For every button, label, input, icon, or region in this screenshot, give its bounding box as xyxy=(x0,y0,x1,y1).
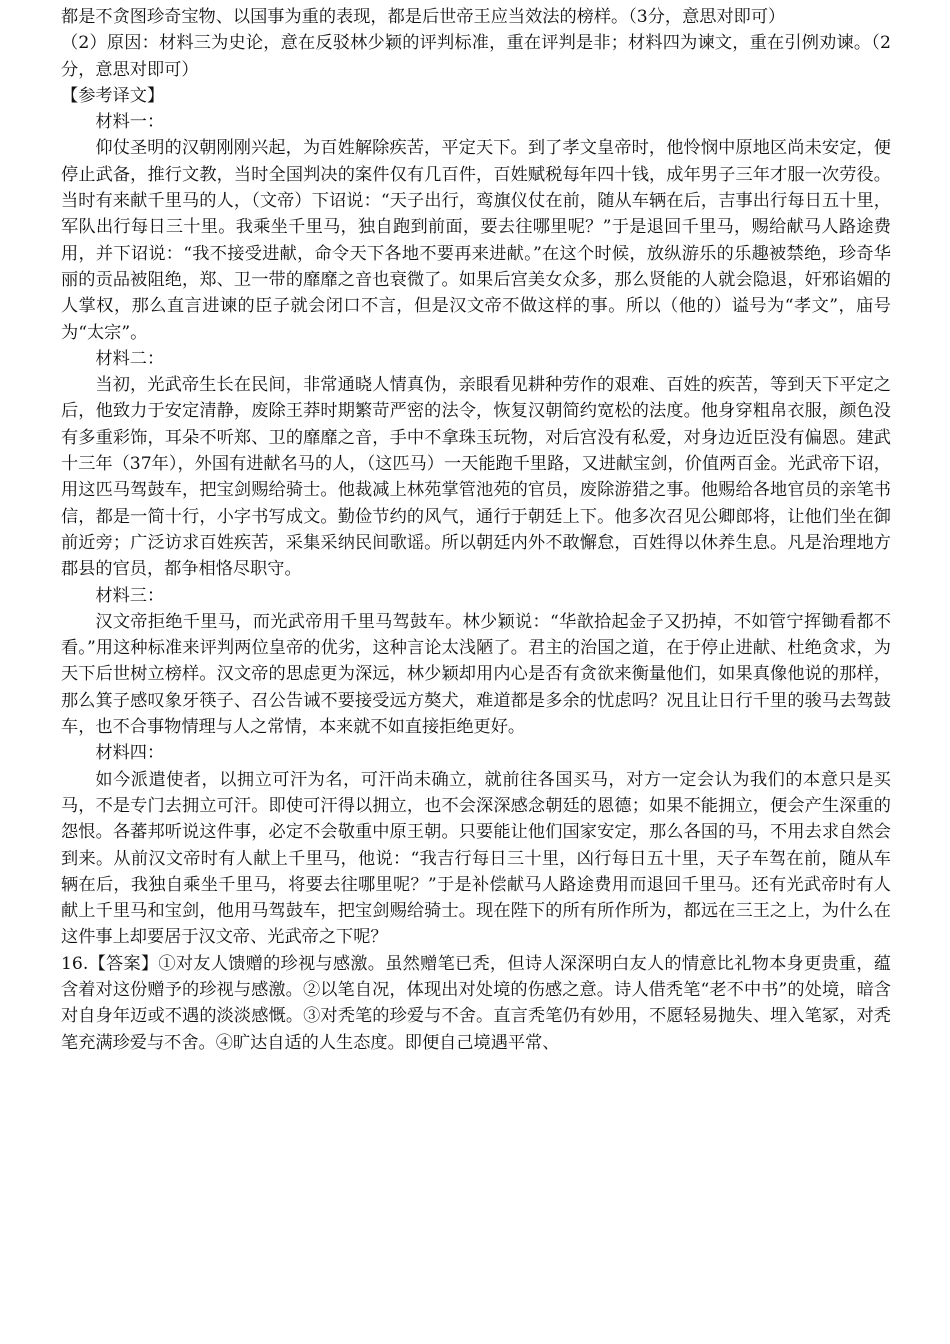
material-4-label: 材料四： xyxy=(95,743,165,764)
answer-15-continuation: 都是不贪图珍奇宝物、以国事为重的表现，都是后世帝王应当效法的榜样。（3分，意思对即可） xyxy=(61,7,786,27)
answer-16: 16.【答案】①对友人馈赠的珍视与感激。虽然赠笔已秃，但诗人深深明白友人的情意比礼物本身更贵重，蕴含着对这份赠予的珍视与感激。②以笔自况，体现出对处境的伤感之意。诗人借秃笔“老不中书”的处境，暗含对自身年迈或不遇的淡淡感慨。③对秃笔的珍爱与不舍。直言秃笔仍有妙用，不愿轻易抛失、埋入笔冢，对秃笔充满珍爱与不舍。④旷达自适的人生态度。即便自己境遇平常、 xyxy=(61,953,891,1053)
material-2-text: 当初，光武帝生长在民间，非常通晓人情真伪，亲眼看见耕种劳作的艰难、百姓的疾苦，等到天下平定之后，他致力于安定清静，废除王莽时期繁苛严密的法令，恢复汉朝简约宽松的法度。他身穿粗帛衣服，颜色没有多重彩饰，耳朵不听郑、卫的靡靡之音，手中不拿珠玉玩物，对后宫没有私爱，对身边近臣没有偏恩。建武十三年（37年），外国有进献名马的人，（这匹马）一天能跑千里路，又进献宝剑，价值两百金。光武帝下诏，用这匹马驾鼓车，把宝剑赐给骑士。他裁减上林苑掌管池苑的官员，废除游猎之事。他赐给各地官员的亲笔书信，都是一简十行，小字书写成文。勤俭节约的风气，通行于朝廷上下。他多次召见公卿郎将，让他们坐在御前近旁；广泛访求百姓疾苦，采集采纳民间歌谣。所以朝廷内外不敢懈怠，百姓得以休养生息。凡是治理地方郡县的官员，都争相恪尽职守。 xyxy=(61,375,891,580)
material-4-text: 如今派遣使者，以拥立可汗为名，可汗尚未确立，就前往各国买马，对方一定会认为我们的本意只是买马，不是专门去拥立可汗。即使可汗得以拥立，也不会深深感念朝廷的恩德；如果不能拥立，便会产生深重的怨恨。各蕃邦听说这件事，必定不会敬重中原王朝。只要能让他们国家安定，那么各国的马，不用去求自然会到来。从前汉文帝时有人献上千里马，他说：“我吉行每日三十里，凶行每日五十里，天子车驾在前，随从车辆在后，我独自乘坐千里马，将要去往哪里呢？”于是补偿献马人路途费用而退回千里马。还有光武帝时有人献上千里马和宝剑，他用马驾鼓车，把宝剑赐给骑士。现在陛下的所有所作所为，都远在三王之上，为什么在这件事上却要居于汉文帝、光武帝之下呢？ xyxy=(61,769,891,948)
translation-heading: 【参考译文】 xyxy=(61,85,165,106)
material-1-label: 材料一： xyxy=(95,112,165,133)
answer-15-part2: （2）原因：材料三为史论，意在反驳林少颖的评判标准，重在评判是非；材料四为谏文，重在引例劝谏。（2分，意思对即可） xyxy=(61,33,891,80)
material-3-label: 材料三： xyxy=(95,585,165,606)
material-1-text: 仰仗圣明的汉朝刚刚兴起，为百姓解除疾苦，平定天下。到了孝文皇帝时，他怜悯中原地区尚未安定，便停止武备，推行文教，当时全国判决的案件仅有几百件，百姓赋税每年四十钱，成年男子三年才服一次劳役。当时有来献千里马的人，（文帝）下诏说：“天子出行，鸾旗仪仗在前，随从车辆在后，吉事出行每日五十里，军队出行每日三十里。我乘坐千里马，独自跑到前面，要去往哪里呢？”于是退回千里马，赐给献马人路途费用，并下诏说：“我不接受进献，命令天下各地不要再来进献。”在这个时候，放纵游乐的乐趣被禁绝，珍奇华丽的贡品被阻绝，郑、卫一带的靡靡之音也衰微了。如果后宫美女众多，那么贤能的人就会隐退，奸邪谄媚的人掌权，那么直言进谏的臣子就会闭口不言，但是汉文帝不做这样的事。所以（他的）谥号为“孝文”，庙号为“太宗”。 xyxy=(61,138,891,343)
document-page xyxy=(61,4,891,1056)
material-2-label: 材料二： xyxy=(95,348,165,369)
material-3-text: 汉文帝拒绝千里马，而光武帝用千里马驾鼓车。林少颖说：“华歆拾起金子又扔掉，不如管宁挥锄看都不看。”用这种标准来评判两位皇帝的优劣，这种言论太浅陋了。君主的治国之道，在于停止进献、杜绝贪求，为天下后世树立榜样。汉文帝的思虑更为深远，林少颖却用内心是否有贪欲来衡量他们，如果真像他说的那样，那么箕子感叹象牙筷子、召公告诫不要接受远方獒犬，难道都是多余的忧虑吗？况且让日行千里的骏马去驾鼓车，也不合事物情理与人之常情，本来就不如直接拒绝更好。 xyxy=(61,611,891,738)
